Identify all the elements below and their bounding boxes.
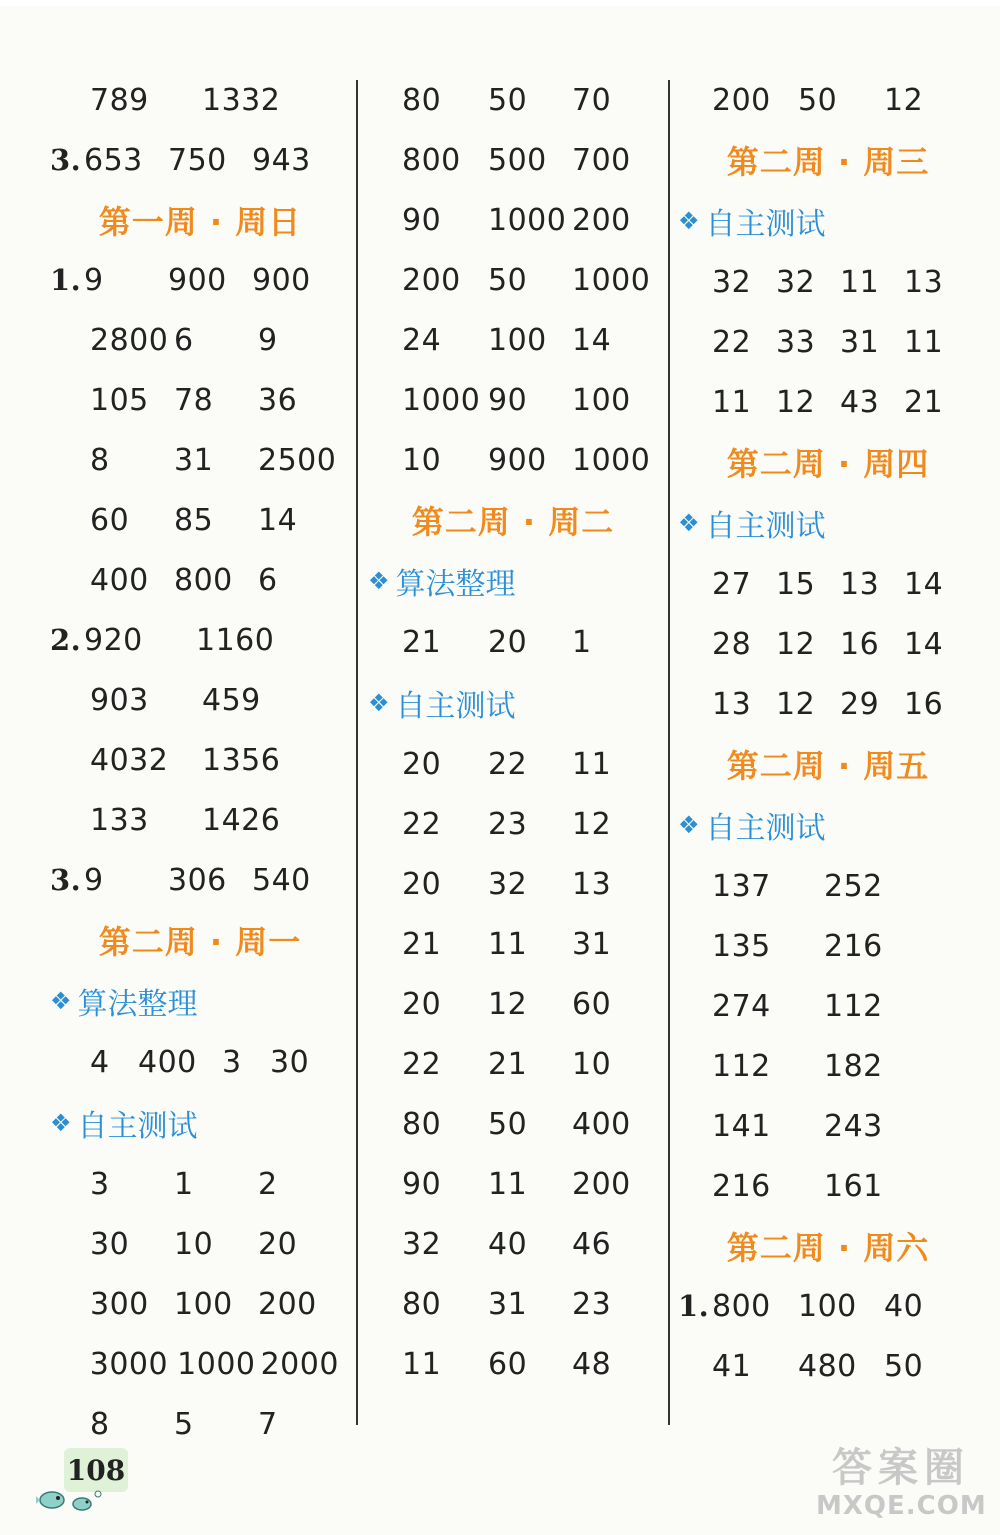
answer-value: 2800 — [90, 322, 169, 358]
answer-value: 27 — [712, 566, 752, 602]
answer-value: 14 — [572, 322, 612, 358]
answer-value: 800 — [712, 1288, 771, 1324]
answer-value: 9 — [84, 262, 104, 298]
answer-row — [678, 1336, 978, 1396]
answer-value: 60 — [572, 986, 612, 1022]
answer-value: 200 — [712, 82, 771, 118]
answer-value: 24 — [402, 322, 442, 358]
answer-row — [50, 1334, 350, 1394]
answer-row — [678, 252, 978, 312]
answer-value: 29 — [840, 686, 880, 722]
answer-row — [678, 916, 978, 976]
week-day-heading: 第二周 · 周四 — [726, 445, 930, 483]
answer-value: 11 — [572, 746, 612, 782]
answer-value: 31 — [174, 442, 214, 478]
answer-value: 33 — [776, 324, 816, 360]
answer-value: 400 — [572, 1106, 631, 1142]
answer-value: 21 — [488, 1046, 528, 1082]
answer-value: 21 — [402, 926, 442, 962]
answer-value: 48 — [572, 1346, 612, 1382]
answer-value: 10 — [402, 442, 442, 478]
week-day-heading: 第二周 · 周二 — [411, 503, 615, 541]
answer-value: 46 — [572, 1226, 612, 1262]
answer-value: 21 — [904, 384, 944, 420]
answer-column-3 — [678, 70, 978, 1430]
answer-row — [50, 1274, 350, 1334]
answer-value: 300 — [90, 1286, 149, 1322]
answer-value: 943 — [252, 142, 311, 178]
answer-value: 14 — [258, 502, 298, 538]
answer-value: 2500 — [258, 442, 337, 478]
answer-row — [50, 130, 350, 190]
section-label-text: 自主测试 — [395, 689, 516, 724]
answer-value: 20 — [488, 624, 528, 660]
answer-row — [678, 674, 978, 734]
diamond-bullet-icon: ❖ — [368, 567, 390, 595]
answer-row — [50, 730, 350, 790]
answer-row — [50, 310, 350, 370]
answer-value: 11 — [488, 926, 528, 962]
answer-row — [678, 312, 978, 372]
answer-row — [678, 1096, 978, 1156]
answer-value: 182 — [824, 1048, 883, 1084]
answer-value: 1000 — [402, 382, 481, 418]
answer-value: 459 — [202, 682, 261, 718]
answer-value: 137 — [712, 868, 771, 904]
answer-row — [368, 250, 658, 310]
answer-value: 15 — [776, 566, 816, 602]
answer-column-1 — [50, 70, 350, 1442]
answer-value: 900 — [488, 442, 547, 478]
question-number: 3. — [50, 143, 82, 177]
answer-row — [678, 1276, 978, 1336]
answer-row — [368, 310, 658, 370]
page-number: 108 — [64, 1448, 128, 1492]
answer-row — [368, 130, 658, 190]
answer-column-2 — [368, 70, 658, 1430]
diamond-bullet-icon: ❖ — [678, 509, 700, 537]
answer-value: 13 — [840, 566, 880, 602]
answer-value: 105 — [90, 382, 149, 418]
answer-value: 2000 — [260, 1346, 339, 1382]
answer-value: 4 — [90, 1044, 110, 1080]
answer-value: 252 — [824, 868, 883, 904]
answer-value: 60 — [488, 1346, 528, 1382]
answer-row — [368, 974, 658, 1034]
answer-value: 32 — [402, 1226, 442, 1262]
answer-value: 43 — [840, 384, 880, 420]
answer-value: 41 — [712, 1348, 752, 1384]
answer-value: 800 — [402, 142, 461, 178]
answer-value: 90 — [402, 202, 442, 238]
answer-value: 9 — [258, 322, 278, 358]
answer-row — [50, 490, 350, 550]
answer-value: 100 — [798, 1288, 857, 1324]
answer-value: 161 — [824, 1168, 883, 1204]
answer-value: 1332 — [202, 82, 281, 118]
column-divider — [356, 80, 358, 1425]
diamond-bullet-icon: ❖ — [50, 1109, 72, 1137]
answer-row — [50, 370, 350, 430]
answer-value: 903 — [90, 682, 149, 718]
section-label — [678, 492, 978, 554]
answer-value: 80 — [402, 1106, 442, 1142]
answer-value: 243 — [824, 1108, 883, 1144]
answer-value: 3 — [222, 1044, 242, 1080]
answer-value: 900 — [252, 262, 311, 298]
answer-value: 32 — [776, 264, 816, 300]
answer-value: 2 — [258, 1166, 278, 1202]
answer-value: 216 — [824, 928, 883, 964]
top-edge — [0, 0, 1000, 6]
answer-row — [50, 610, 350, 670]
answer-value: 8 — [90, 442, 110, 478]
answer-value: 20 — [258, 1226, 298, 1262]
answer-value: 12 — [572, 806, 612, 842]
diamond-bullet-icon: ❖ — [368, 689, 390, 717]
answer-value: 700 — [572, 142, 631, 178]
section-label-text: 自主测试 — [705, 811, 826, 846]
answer-value: 3 — [90, 1166, 110, 1202]
answer-value: 50 — [798, 82, 838, 118]
watermark-title: 答案圈 — [832, 1445, 970, 1491]
answer-value: 480 — [798, 1348, 857, 1384]
answer-value: 40 — [884, 1288, 924, 1324]
answer-value: 14 — [904, 626, 944, 662]
answer-row — [678, 554, 978, 614]
answer-value: 1000 — [177, 1346, 256, 1382]
answer-value: 1000 — [572, 442, 651, 478]
answer-value: 200 — [402, 262, 461, 298]
section-label — [678, 794, 978, 856]
question-number: 2. — [50, 623, 82, 657]
answer-value: 50 — [488, 262, 528, 298]
answer-value: 306 — [168, 862, 227, 898]
question-number: 1. — [678, 1289, 710, 1323]
answer-value: 30 — [270, 1044, 310, 1080]
answer-value: 40 — [488, 1226, 528, 1262]
section-label — [368, 550, 658, 612]
answer-value: 90 — [402, 1166, 442, 1202]
answer-value: 100 — [488, 322, 547, 358]
answer-value: 12 — [776, 384, 816, 420]
answer-value: 60 — [90, 502, 130, 538]
answer-value: 31 — [840, 324, 880, 360]
answer-row — [368, 1274, 658, 1334]
answer-value: 100 — [572, 382, 631, 418]
week-day-heading: 第二周 · 周五 — [726, 747, 930, 785]
answer-value: 6 — [258, 562, 278, 598]
answer-value: 85 — [174, 502, 214, 538]
answer-value: 200 — [572, 202, 631, 238]
answer-value: 22 — [402, 1046, 442, 1082]
section-label — [50, 970, 350, 1032]
answer-value: 6 — [174, 322, 194, 358]
answer-value: 31 — [572, 926, 612, 962]
answer-row — [50, 1154, 350, 1214]
answer-row — [50, 1214, 350, 1274]
section-label-text: 自主测试 — [705, 509, 826, 544]
answer-value: 11 — [712, 384, 752, 420]
column-divider — [668, 80, 670, 1425]
answer-row — [50, 250, 350, 310]
answer-row — [50, 70, 350, 130]
answer-row — [368, 794, 658, 854]
answer-value: 200 — [258, 1286, 317, 1322]
answer-value: 20 — [402, 746, 442, 782]
watermark-url: MXQE.COM — [816, 1491, 987, 1521]
answer-row — [368, 1214, 658, 1274]
answer-value: 920 — [84, 622, 143, 658]
answer-value: 13 — [572, 866, 612, 902]
answer-value: 900 — [168, 262, 227, 298]
answer-value: 36 — [258, 382, 298, 418]
answer-row — [678, 1036, 978, 1096]
answer-value: 78 — [174, 382, 214, 418]
answer-value: 11 — [840, 264, 880, 300]
answer-value: 1000 — [572, 262, 651, 298]
answer-row — [368, 430, 658, 490]
answer-row — [50, 1032, 350, 1092]
section-label-text: 自主测试 — [77, 1109, 198, 1144]
week-day-heading: 第二周 · 周一 — [98, 923, 302, 961]
answer-value: 22 — [402, 806, 442, 842]
answer-value: 400 — [90, 562, 149, 598]
answer-value: 133 — [90, 802, 149, 838]
answer-value: 12 — [776, 686, 816, 722]
answer-value: 8 — [90, 1406, 110, 1442]
week-day-heading: 第一周 · 周日 — [98, 203, 302, 241]
section-label-text: 算法整理 — [77, 987, 198, 1022]
answer-value: 50 — [884, 1348, 924, 1384]
answer-value: 789 — [90, 82, 149, 118]
question-number: 1. — [50, 263, 82, 297]
answer-value: 22 — [488, 746, 528, 782]
answer-row — [368, 1094, 658, 1154]
answer-row — [678, 614, 978, 674]
answer-value: 12 — [488, 986, 528, 1022]
answer-value: 750 — [168, 142, 227, 178]
answer-row — [678, 856, 978, 916]
answer-value: 100 — [174, 1286, 233, 1322]
week-day-heading: 第二周 · 周三 — [726, 143, 930, 181]
answer-value: 13 — [904, 264, 944, 300]
answer-row — [50, 850, 350, 910]
answer-row — [368, 1334, 658, 1394]
diamond-bullet-icon: ❖ — [678, 207, 700, 235]
answer-value: 12 — [884, 82, 924, 118]
answer-value: 10 — [174, 1226, 214, 1262]
answer-value: 30 — [90, 1226, 130, 1262]
answer-value: 16 — [840, 626, 880, 662]
answer-row — [50, 1394, 350, 1454]
answer-value: 4032 — [90, 742, 169, 778]
answer-row — [678, 70, 978, 130]
diamond-bullet-icon: ❖ — [50, 987, 72, 1015]
answer-value: 112 — [712, 1048, 771, 1084]
answer-value: 10 — [572, 1046, 612, 1082]
answer-value: 216 — [712, 1168, 771, 1204]
answer-value: 90 — [488, 382, 528, 418]
answer-row — [678, 372, 978, 432]
answer-value: 20 — [402, 986, 442, 1022]
answer-value: 3000 — [89, 1346, 169, 1382]
answer-value: 540 — [252, 862, 311, 898]
answer-value: 16 — [904, 686, 944, 722]
answer-value: 11 — [402, 1346, 442, 1382]
section-label — [368, 672, 658, 734]
answer-row — [368, 1034, 658, 1094]
answer-row — [368, 370, 658, 430]
answer-value: 20 — [402, 866, 442, 902]
answer-value: 400 — [138, 1044, 197, 1080]
answer-row — [368, 854, 658, 914]
answer-value: 500 — [488, 142, 547, 178]
section-label — [678, 190, 978, 252]
answer-value: 5 — [174, 1406, 194, 1442]
answer-value: 1160 — [196, 622, 275, 658]
answer-value: 70 — [572, 82, 612, 118]
answer-value: 11 — [488, 1166, 528, 1202]
answer-value: 13 — [712, 686, 752, 722]
answer-row — [368, 70, 658, 130]
answer-row — [50, 430, 350, 490]
answer-value: 12 — [776, 626, 816, 662]
answer-row — [678, 1156, 978, 1216]
section-label-text: 自主测试 — [705, 207, 826, 242]
answer-value: 7 — [258, 1406, 278, 1442]
answer-value: 23 — [488, 806, 528, 842]
answer-value: 50 — [488, 1106, 528, 1142]
answer-value: 31 — [488, 1286, 528, 1322]
answer-value: 14 — [904, 566, 944, 602]
answer-value: 800 — [174, 562, 233, 598]
section-label — [50, 1092, 350, 1154]
answer-value: 9 — [84, 862, 104, 898]
answer-value: 141 — [712, 1108, 771, 1144]
answer-value: 1426 — [202, 802, 281, 838]
answer-value: 11 — [904, 324, 944, 360]
week-day-heading: 第二周 · 周六 — [726, 1229, 930, 1267]
answer-value: 28 — [712, 626, 752, 662]
answer-row — [368, 1154, 658, 1214]
answer-value: 135 — [712, 928, 771, 964]
answer-value: 32 — [488, 866, 528, 902]
answer-value: 1 — [572, 624, 592, 660]
answer-value: 1000 — [488, 202, 567, 238]
answer-value: 21 — [402, 624, 442, 660]
answer-row — [50, 550, 350, 610]
answer-row — [50, 670, 350, 730]
answer-value: 1 — [174, 1166, 194, 1202]
answer-value: 200 — [572, 1166, 631, 1202]
diamond-bullet-icon: ❖ — [678, 811, 700, 839]
answer-row — [368, 914, 658, 974]
fish-decoration-icon — [36, 1486, 106, 1516]
answer-value: 22 — [712, 324, 752, 360]
answer-value: 32 — [712, 264, 752, 300]
answer-row — [678, 976, 978, 1036]
answer-row — [368, 734, 658, 794]
watermark — [816, 1445, 986, 1525]
answer-value: 112 — [824, 988, 883, 1024]
answer-value: 80 — [402, 82, 442, 118]
question-number: 3. — [50, 863, 82, 897]
answer-value: 1356 — [202, 742, 281, 778]
answer-value: 80 — [402, 1286, 442, 1322]
answer-row — [368, 612, 658, 672]
answer-row — [368, 190, 658, 250]
answer-value: 50 — [488, 82, 528, 118]
answer-row — [50, 790, 350, 850]
answer-value: 23 — [572, 1286, 612, 1322]
answer-value: 653 — [84, 142, 143, 178]
section-label-text: 算法整理 — [395, 567, 516, 602]
answer-value: 274 — [712, 988, 771, 1024]
